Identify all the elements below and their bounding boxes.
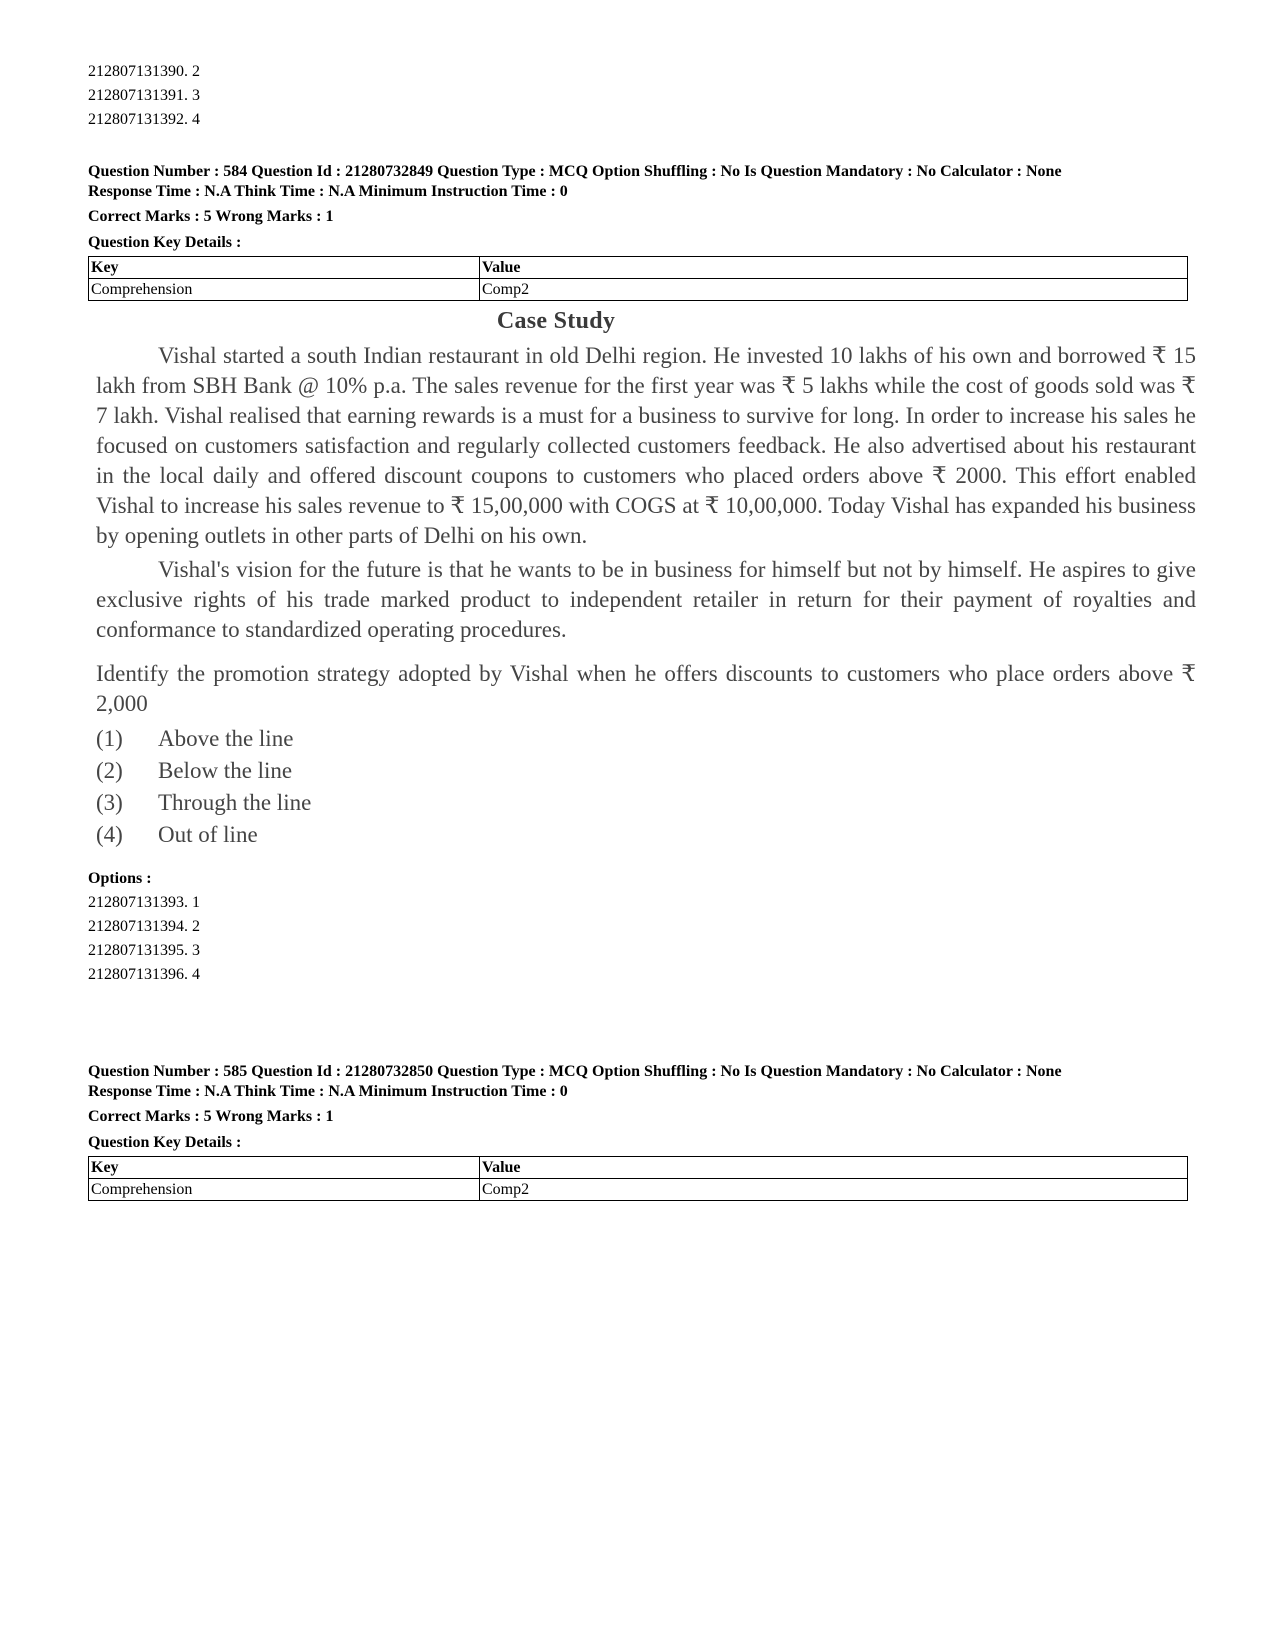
question-584-header (88, 162, 1188, 301)
option-line: 212807131392. 4 (88, 111, 200, 128)
options-label: Options : (88, 870, 152, 887)
option-line: 212807131396. 4 (88, 966, 200, 983)
case-study-paragraph: Vishal's vision for the future is that he wants to be in business for himself but not by himself. He aspires to give exclusive rights of his trade marked product to independent retailer in return for their payment of royalties and conformance to standardized operating procedures. (96, 557, 1196, 642)
choice-number: (4) (96, 822, 123, 847)
table-header-key: Key (89, 257, 480, 279)
question-marks-line: Correct Marks : 5 Wrong Marks : 1 (88, 208, 334, 225)
case-study-question: Identify the promotion strategy adopted by Vishal when he offers discounts to customers who place orders above ₹ 2,000 (96, 661, 1196, 716)
option-line: 212807131395. 3 (88, 942, 200, 959)
choice-text: Through the line (158, 790, 312, 815)
table-cell-value: Comp2 (480, 1179, 1188, 1201)
choice-text: Below the line (158, 758, 293, 783)
table-header-value: Value (480, 1157, 1188, 1179)
question-585-header (88, 1062, 1188, 1201)
table-header-key: Key (89, 1157, 480, 1179)
choice-number: (2) (96, 758, 123, 783)
option-line: 212807131390. 2 (88, 63, 200, 80)
table-header-value: Value (480, 257, 1188, 279)
option-line: 212807131393. 1 (88, 894, 200, 911)
question-key-table (88, 1156, 1188, 1201)
table-cell-key: Comprehension (89, 279, 480, 301)
table-row (89, 1179, 1188, 1201)
choice-text: Above the line (158, 726, 294, 751)
table-cell-key: Comprehension (89, 1179, 480, 1201)
choice-item (96, 723, 1196, 755)
question-key-details-label: Question Key Details : (88, 1134, 242, 1151)
question-584-options (88, 867, 200, 987)
option-line: 212807131391. 3 (88, 87, 200, 104)
question-marks-line: Correct Marks : 5 Wrong Marks : 1 (88, 1108, 334, 1125)
choice-number: (3) (96, 790, 123, 815)
question-key-table (88, 256, 1188, 301)
choice-number: (1) (96, 726, 123, 751)
case-study-scan (96, 308, 1196, 851)
table-header-row (89, 257, 1188, 279)
previous-options-list (88, 60, 200, 132)
question-meta-line: Question Number : 584 Question Id : 21280732849 Question Type : MCQ Option Shuffling : No Is Question Mandatory : No Calculator : None (88, 163, 1062, 180)
question-key-details-label: Question Key Details : (88, 234, 242, 251)
table-row (89, 279, 1188, 301)
case-study-choices (96, 723, 1196, 851)
table-header-row (89, 1157, 1188, 1179)
choice-item (96, 787, 1196, 819)
question-meta-line: Question Number : 585 Question Id : 21280732850 Question Type : MCQ Option Shuffling : No Is Question Mandatory : No Calculator : None (88, 1063, 1062, 1080)
case-study-title: Case Study (496, 308, 616, 334)
question-timing-line: Response Time : N.A Think Time : N.A Minimum Instruction Time : 0 (88, 1083, 568, 1100)
choice-text: Out of line (158, 822, 258, 847)
case-study-paragraph: Vishal started a south Indian restaurant in old Delhi region. He invested 10 lakhs of his own and borrowed ₹ 15 lakh from SBH Bank @ 10% p.a. The sales revenue for the first year was ₹ 5 lakhs while the cost of goods sold was ₹ 7 lakh. Vishal realised that earning rewards is a must for a business to survive for long. In order to increase his sales he focused on customers satisfaction and regularly collected customers feedback. He also advertised about his restaurant in the local daily and offered discount coupons to customers who placed orders above ₹ 2000. This effort enabled Vishal to increase his sales revenue to ₹ 15,00,000 with COGS at ₹ 10,00,000. Today Vishal has expanded his business by opening outlets in other parts of Delhi on his own. (96, 343, 1196, 548)
option-line: 212807131394. 2 (88, 918, 200, 935)
choice-item (96, 819, 1196, 851)
table-cell-value: Comp2 (480, 279, 1188, 301)
choice-item (96, 755, 1196, 787)
question-timing-line: Response Time : N.A Think Time : N.A Minimum Instruction Time : 0 (88, 183, 568, 200)
